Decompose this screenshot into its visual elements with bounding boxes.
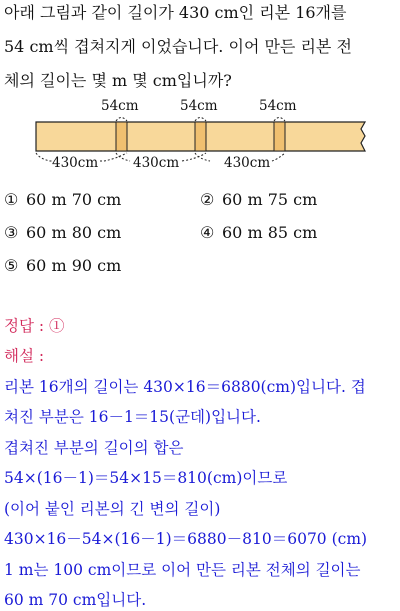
explanation-line-2: 쳐진 부분은 16－1＝15(군데)입니다. xyxy=(4,408,261,426)
question-line-3: 체의 길이는 몇 m 몇 cm입니까? xyxy=(4,71,232,90)
explanation-line-1: 리본 16개의 길이는 430×16＝6880(cm)입니다. 겹 xyxy=(4,378,366,396)
option-2[interactable]: ② 60 m 75 cm xyxy=(200,190,318,209)
overlap-3 xyxy=(274,122,285,151)
option-3[interactable]: ③ 60 m 80 cm xyxy=(4,223,122,242)
explanation-line-8: 60 m 70 cm입니다. xyxy=(4,591,147,609)
option-4[interactable]: ④ 60 m 85 cm xyxy=(200,223,318,242)
question-line-1: 아래 그림과 같이 길이가 430 cm인 리본 16개를 xyxy=(4,3,347,22)
explanation-line-6: 430×16－54×(16－1)＝6880－810＝6070 (cm) xyxy=(4,530,368,548)
overlap-1 xyxy=(116,122,127,151)
segment-label-1: 430cm xyxy=(52,155,99,171)
answer-header: 정답 : ① xyxy=(4,317,65,335)
segment-label-2: 430cm xyxy=(133,155,180,171)
explanation-line-4: 54×(16－1)＝54×15＝810(cm)이므로 xyxy=(4,469,288,487)
overlap-label-3: 54cm xyxy=(259,98,297,114)
explanation-header: 해설 : xyxy=(4,347,45,365)
overlap-label-2: 54cm xyxy=(180,98,218,114)
question-line-2: 54 cm씩 겹쳐지게 이었습니다. 이어 만든 리본 전 xyxy=(4,37,352,56)
ribbon-figure xyxy=(0,97,400,177)
overlap-2 xyxy=(195,122,206,151)
option-5[interactable]: ⑤ 60 m 90 cm xyxy=(4,256,122,275)
overlap-label-1: 54cm xyxy=(101,98,139,114)
explanation-line-5: (이어 붙인 리본의 긴 변의 길이) xyxy=(4,500,221,518)
option-1[interactable]: ① 60 m 70 cm xyxy=(4,190,122,209)
segment-label-3: 430cm xyxy=(224,155,271,171)
explanation-line-7: 1 m는 100 cm이므로 이어 만든 리본 전체의 길이는 xyxy=(4,561,361,579)
explanation-line-3: 겹쳐진 부분의 길이의 합은 xyxy=(4,439,184,457)
